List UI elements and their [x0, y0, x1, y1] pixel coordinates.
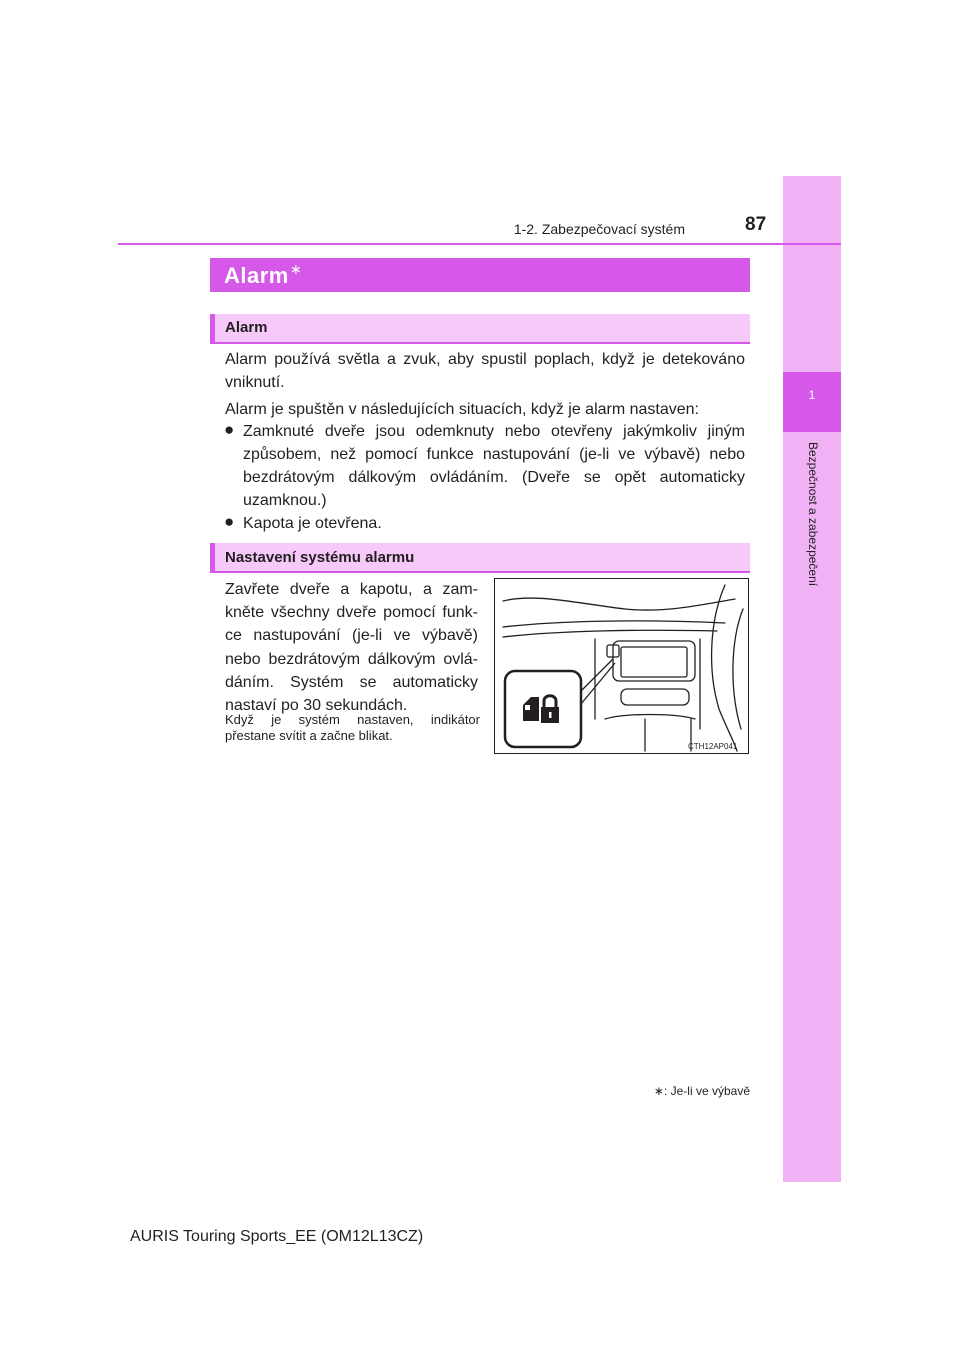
subhead-accent — [210, 314, 215, 344]
setting-line: nastaví po 30 sekundách. — [225, 697, 408, 714]
bullet1-line1: Zamknuté dveře jsou odemknuty nebo otevřeny jakýmkoliv jiným — [243, 423, 745, 440]
dashboard-illustration — [494, 578, 749, 754]
setting-line: ce nastupování (je-li ve výbavě) — [225, 627, 478, 645]
callout-line — [581, 659, 615, 704]
alarm-para1-line2: vniknutí. — [225, 374, 285, 391]
footer-model: AURIS Touring Sports_EE (OM12L13CZ) — [130, 1228, 424, 1245]
subhead-setting: Nastavení systému alarmu — [225, 549, 415, 566]
running-head: 1-2. Zabezpečovací systém — [513, 221, 685, 237]
page-number: 87 — [745, 214, 767, 235]
subhead-accent — [210, 543, 215, 573]
footnote — [600, 1084, 750, 1098]
chapter-tab-marker — [783, 372, 841, 432]
setting-line: dáním. Systém se automaticky — [225, 673, 478, 691]
setting-line: kněte všechny dveře pomocí funk- — [225, 604, 478, 622]
bullet2: Kapota je otevřena. — [243, 515, 382, 532]
setting-note-line1: Když je systém nastaven, indikátor — [225, 712, 480, 727]
chapter-number: 1 — [808, 388, 816, 402]
subhead-alarm: Alarm — [225, 319, 268, 336]
footnote-text: : Je-li ve výbavě — [663, 1084, 750, 1098]
bullet-marker: ● — [224, 420, 235, 439]
bullet1-line4: uzamknou.) — [243, 492, 327, 509]
bullet1-line3: bezdrátovým dálkovým ovládáním. (Dveře se opět automaticky — [243, 469, 745, 486]
dashboard-drawing — [495, 579, 748, 753]
section-title: Alarm — [224, 263, 289, 288]
illustration-code: CTH12AP041 — [688, 742, 738, 751]
alarm-para2: Alarm je spuštěn v následujících situacích, když je alarm nastaven: — [225, 401, 699, 418]
footnote-mark: ∗ — [653, 1084, 664, 1098]
setting-note-line2: přestane svítit a začne blikat. — [225, 728, 393, 743]
alarm-para1-line1: Alarm používá světla a zvuk, aby spustil poplach, když je detekováno — [225, 351, 745, 368]
chapter-side-tab — [783, 176, 841, 1182]
setting-line: nebo bezdrátovým dálkovým ovlá- — [225, 650, 478, 668]
bullet-marker: ● — [224, 512, 235, 531]
optional-equipment-mark: ∗ — [290, 261, 302, 277]
bullet1-line2: způsobem, než pomocí funkce nastupování (je-li ve výbavě) nebo — [243, 446, 745, 463]
header-rule — [118, 243, 841, 245]
subhead-alarm-bar — [210, 314, 750, 344]
chapter-title-vertical: Bezpečnost a zabezpečení — [806, 442, 820, 587]
setting-line: Zavřete dveře a kapotu, a zam- — [225, 581, 478, 598]
